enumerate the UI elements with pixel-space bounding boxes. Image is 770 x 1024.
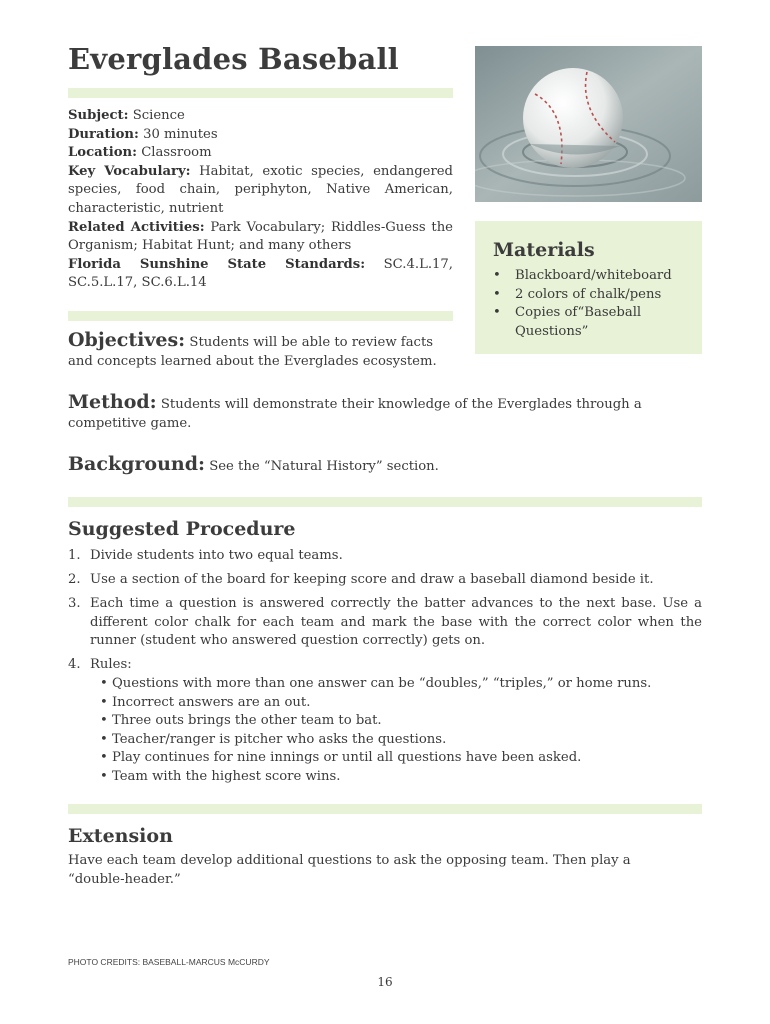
procedure-heading: Suggested Procedure [68, 518, 296, 540]
baseball-photo [475, 46, 702, 202]
extension-heading: Extension [68, 825, 173, 847]
background-text: See the “Natural History” section. [209, 459, 439, 474]
materials-item: • 2 colors of chalk/pens [493, 286, 662, 302]
extension-divider [68, 804, 702, 814]
objectives-section [68, 331, 453, 371]
meta-location: Location: Classroom [68, 145, 212, 161]
rule-item: • Incorrect answers are an out. [100, 694, 311, 710]
title-divider [68, 88, 453, 98]
procedure-divider [68, 497, 702, 507]
materials-list [493, 267, 688, 341]
procedure-step: 3. Each time a question is answered correctly the batter advances to the next base. Use a different color chalk for each team and mark the base with the correct color when the runner (student who answered question correctly) gets on. [68, 596, 702, 649]
baseball-in-water-image [475, 46, 702, 202]
rule-item: • Three outs brings the other team to bat. [100, 713, 382, 729]
meta-subject: Subject: Science [68, 108, 185, 123]
rules-list [90, 675, 702, 787]
rule-item: • Teacher/ranger is pitcher who asks the questions. [100, 731, 447, 747]
meta-standards: Florida Sunshine State Standards: SC.4.L.17, SC.5.L.17, SC.6.L.14 [68, 256, 453, 291]
rule-item: • Questions with more than one answer can be “doubles,” “triples,” or home runs. [100, 676, 652, 692]
materials-item: • Blackboard/whiteboard [493, 268, 672, 283]
meta-activities: Related Activities: Park Vocabulary; Riddles-Guess the Organism; Habitat Hunt; and many others [68, 219, 453, 254]
objectives-label: Objectives: [68, 329, 186, 351]
method-label: Method: [68, 391, 157, 413]
extension-text: Have each team develop additional questions to ask the opposing team. Then play a “double-header.” [68, 853, 631, 887]
procedure-steps [68, 547, 702, 792]
procedure-step: 2. Use a section of the board for keeping score and draw a baseball diamond beside it. [68, 572, 654, 588]
meta-divider [68, 311, 453, 321]
rule-item: • Team with the highest score wins. [100, 769, 341, 785]
materials-heading: Materials [493, 239, 595, 261]
lesson-meta [68, 107, 453, 293]
meta-vocabulary: Key Vocabulary: Habitat, exotic species, endangered species, food chain, periphyton, Native American, characteristic, nutrient [68, 163, 453, 216]
page-number: 16 [377, 975, 393, 989]
page-title: Everglades Baseball [68, 42, 399, 76]
background-section [68, 455, 702, 476]
method-text: Students will demonstrate their knowledge of the Everglades through a competitive game. [68, 397, 642, 431]
rule-item: • Play continues for nine innings or until all questions have been asked. [100, 750, 582, 766]
materials-item: • Copies of“Baseball Questions” [493, 305, 642, 339]
objectives-text: Students will be able to review facts and concepts learned about the Everglades ecosystem. [68, 335, 437, 369]
procedure-step: 4. Rules: • Questions with more than one answer can be “doubles,” “triples,” or home runs. • Incorrect answers are an out. • Three outs brings the other team to bat. • Teacher/ranger is pitcher who asks the questions. • Play continues for nine innings or until all questions have been asked. • Team with the highest score wins. [68, 656, 702, 786]
photo-credits: PHOTO CREDITS: BASEBALL-MARCUS McCURDY [68, 957, 270, 967]
materials-box [475, 221, 702, 354]
method-section [68, 393, 702, 433]
background-label: Background: [68, 453, 205, 475]
meta-duration: Duration: 30 minutes [68, 126, 218, 142]
procedure-step: 1. Divide students into two equal teams. [68, 548, 343, 563]
